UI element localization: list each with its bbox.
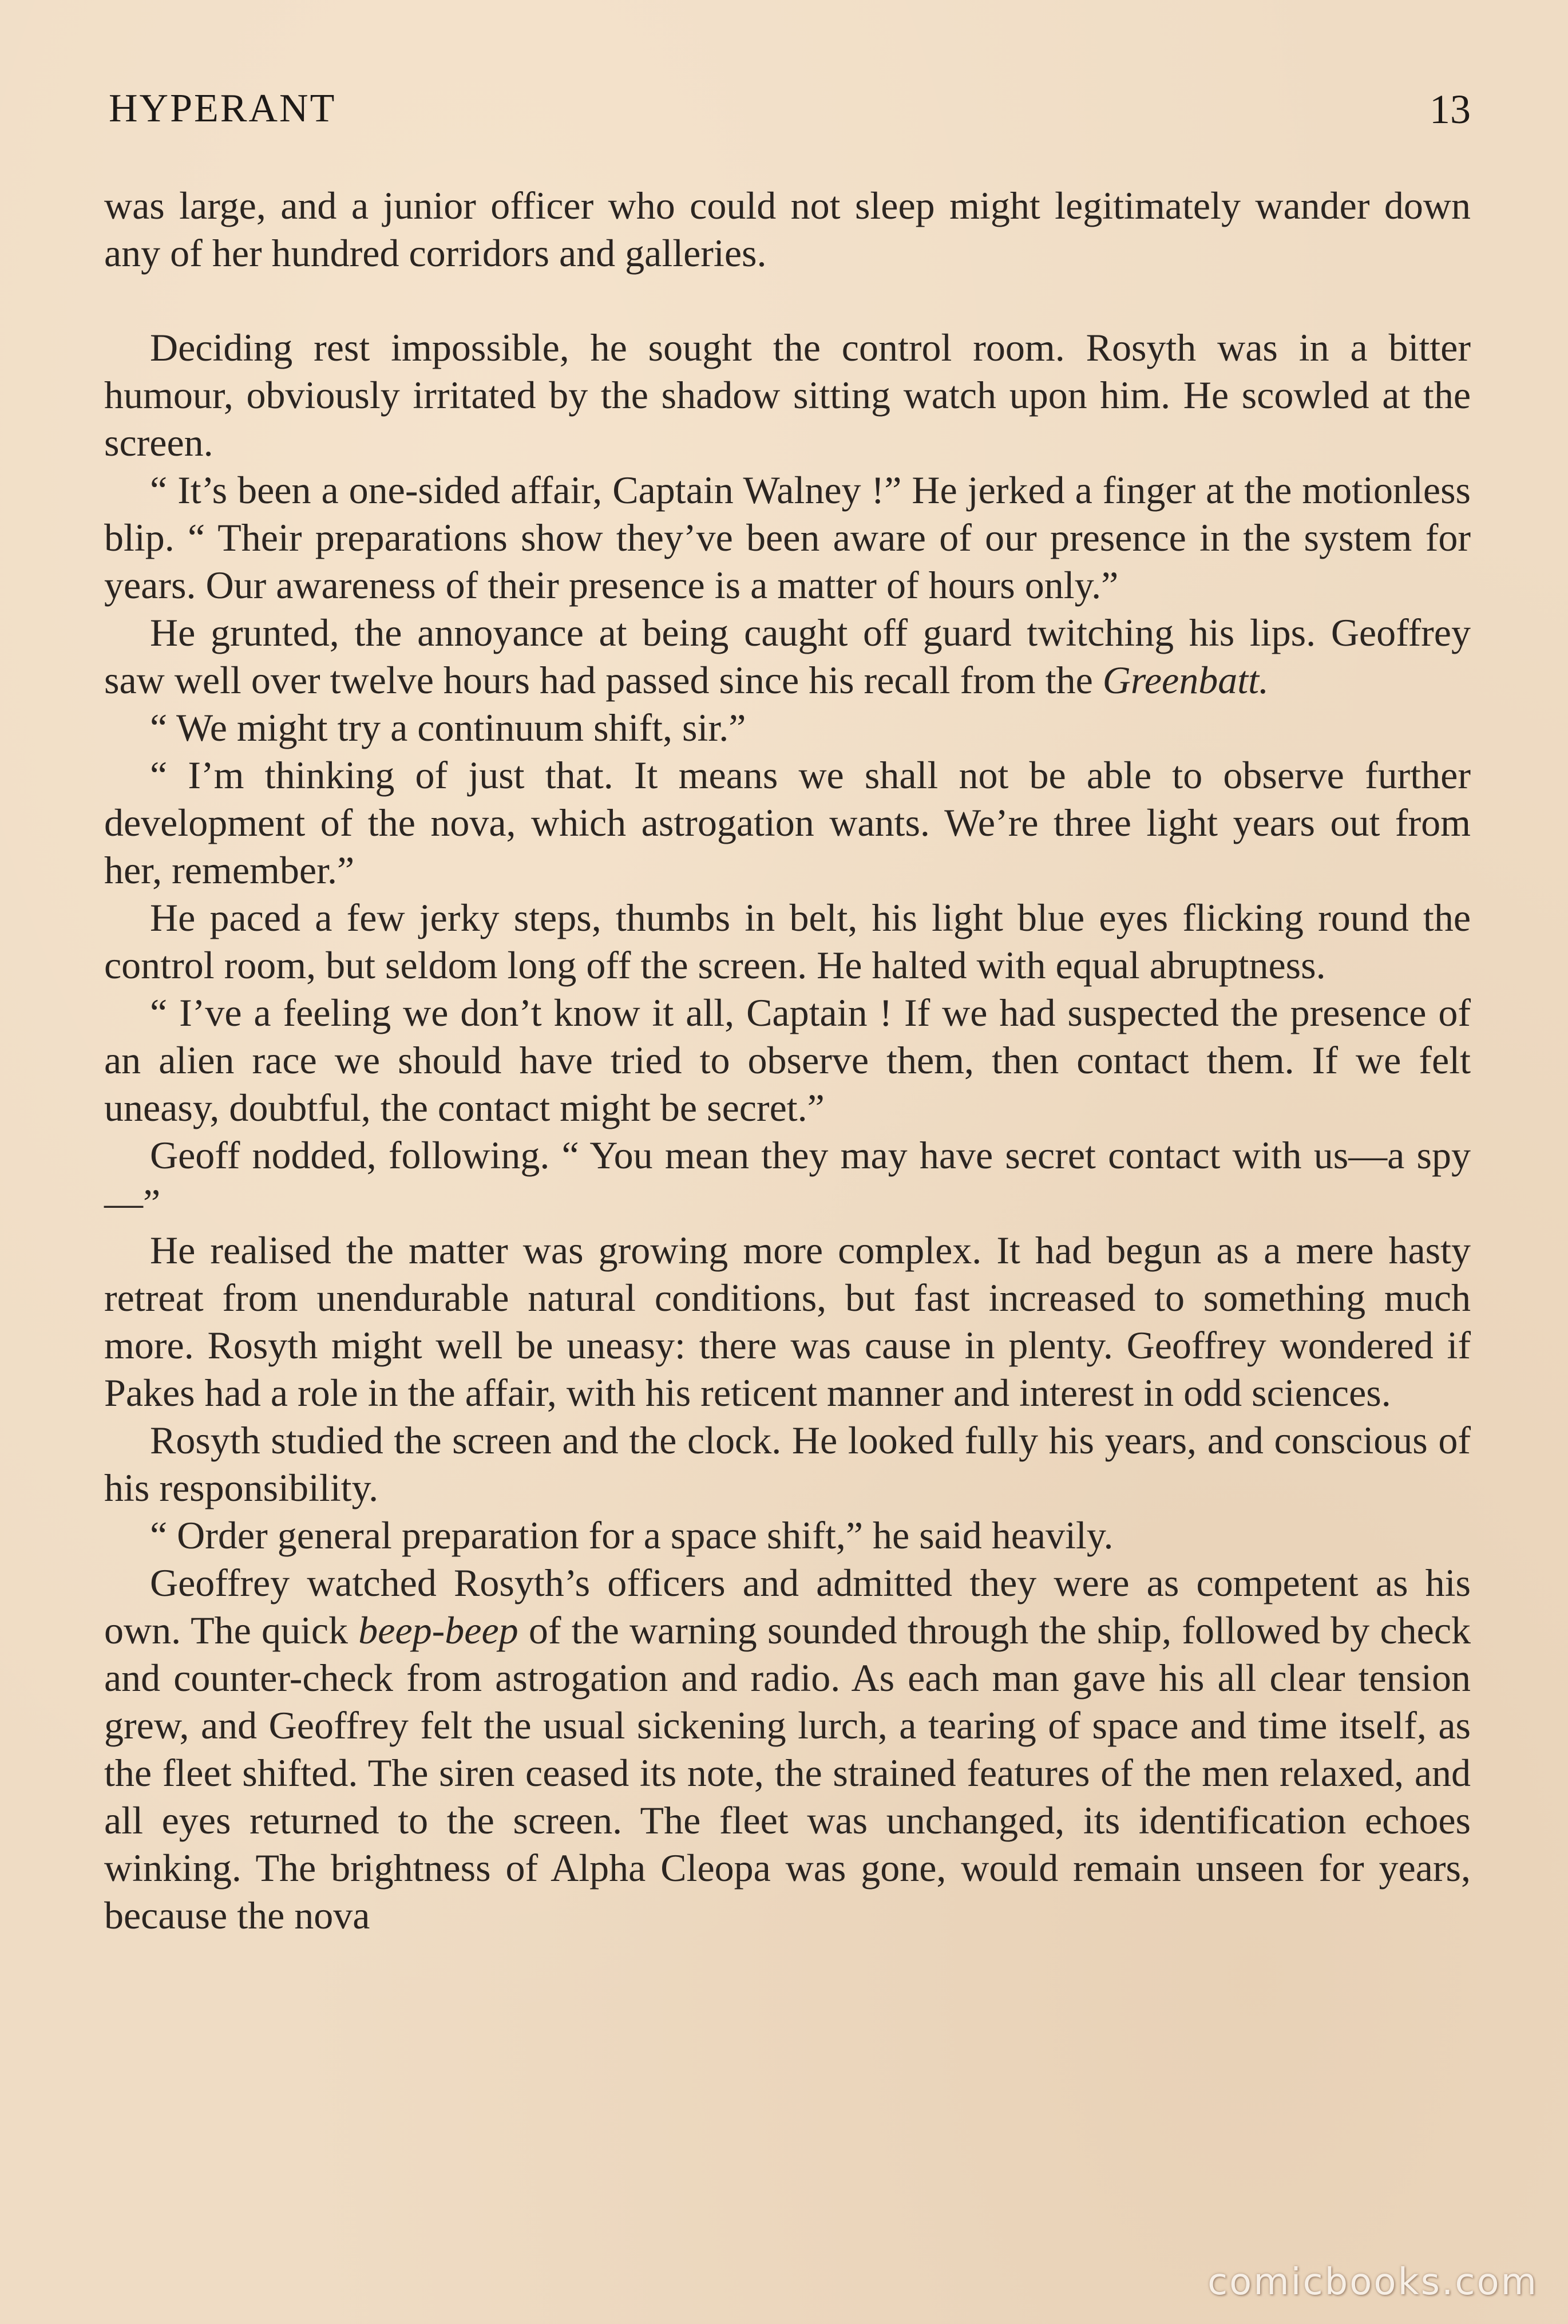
ship-name-italic: Greenbatt. <box>1102 658 1269 702</box>
paragraph-text: Geoffrey watched Rosyth’s officers and admitted they were as competent as his own. The quick <box>104 1561 1471 1652</box>
watermark: comicbooks.com <box>1207 2261 1538 2303</box>
paragraph: “ We might try a continuum shift, sir.” <box>150 706 746 749</box>
paragraph: “ It’s been a one-sided affair, Captain Walney !” He jerked a finger at the motionless blip. “ Their preparations show they’ve been aware of our presence in the system for years. Our awareness of their presence is a matter of hours only.” <box>104 468 1471 607</box>
paragraph: “ Order general preparation for a space shift,” he said heavily. <box>150 1513 1114 1557</box>
paragraph: “ I’m thinking of just that. It means we shall not be able to observe further development of the nova, which astrogation wants. We’re three light years out from her, remember.” <box>104 753 1471 892</box>
paragraph-text: of the warning sounded through the ship, followed by check and counter-check from astrogation and radio. As each man gave his all clear tension grew, and Geoffrey felt the usual sickening lurch, a tearing of space and time itself, as the fleet shifted. The siren ceased its note, the strained features of the men relaxed, and all eyes returned to the screen. The fleet was unchanged, its identification echoes winking. The brightness of Alpha Cleopa was gone, would remain unseen for years, because the nova <box>104 1608 1471 1937</box>
paragraph: “ I’ve a feeling we don’t know it all, Captain ! If we had suspected the presence of an alien race we should have tried to observe them, then contact them. If we felt uneasy, doubtful, the contact might be secret.” <box>104 991 1471 1129</box>
running-head-title: HYPERANT <box>109 86 336 131</box>
paragraph <box>104 609 1471 704</box>
paragraph <box>104 1559 1471 1939</box>
sound-italic: beep-beep <box>358 1608 518 1652</box>
paragraph: Deciding rest impossible, he sought the control room. Rosyth was in a bitter humour, obviously irritated by the shadow sitting watch upon him. He scowled at the screen. <box>104 326 1471 464</box>
paragraph: He paced a few jerky steps, thumbs in belt, his light blue eyes flicking round the control room, but seldom long off the screen. He halted with equal abruptness. <box>104 896 1471 987</box>
paragraph-text: He grunted, the annoyance at being caught off guard twitching his lips. Geoffrey saw well over twelve hours had passed since his recall from the <box>104 611 1471 702</box>
body-text <box>104 182 1471 1939</box>
running-head <box>109 86 1471 149</box>
paragraph: was large, and a junior officer who could not sleep might legitimately wander down any of her hundred corridors and galleries. <box>104 184 1471 275</box>
paragraph: Geoff nodded, following. “ You mean they may have secret contact with us—a spy—” <box>104 1133 1471 1224</box>
paragraph: He realised the matter was growing more complex. It had begun as a mere hasty retreat from unendurable natural conditions, but fast increased to something much more. Rosyth might well be uneasy: there was cause in plenty. Geoffrey wondered if Pakes had a role in the affair, with his reticent manner and interest in odd sciences. <box>104 1228 1471 1414</box>
page-number: 13 <box>1430 86 1471 132</box>
paragraph: Rosyth studied the screen and the clock. He looked fully his years, and conscious of his responsibility. <box>104 1418 1471 1509</box>
